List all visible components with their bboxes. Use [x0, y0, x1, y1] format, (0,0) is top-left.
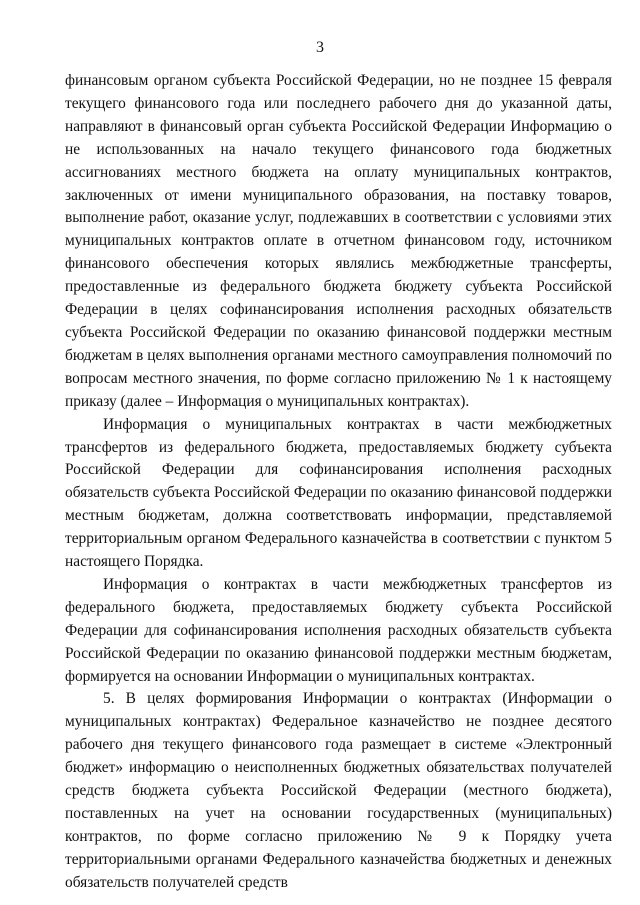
document-body: [65, 70, 612, 895]
paragraph-item-5: 5. В целях формирования Информации о контрактах (Информации о муниципальных контрактах) Федеральное казначейство не позднее десятого рабочего дня текущего финансового года размещает в системе «Электронный бюджет» информацию о неисполненных бюджетных обязательствах получателей средств бюджета субъекта Российской Федерации (местного бюджета), поставленных на учет на основании государственных (муниципальных) контрактов, по форме согласно приложению № 9 к Порядку учета территориальными органами Федерального казначейства бюджетных и денежных обязательств получателей средств: [65, 690, 612, 891]
paragraph-continuation: финансовым органом субъекта Российской Федерации, но не позднее 15 февраля текущего финансового года или последнего рабочего дня до указанной даты, направляют в финансовый орган субъекта Российской Федерации Информацию о не использованных на начало текущего финансового года бюджетных ассигнованиях местного бюджета на оплату муниципальных контрактов, заключенных от имени муниципального образования, на поставку товаров, выполнение работ, оказание услуг, подлежавших в соответствии с условиями этих муниципальных контрактов оплате в отчетном финансовом году, источником финансового обеспечения которых являлись межбюджетные трансферты, предоставленные из федерального бюджета бюджету субъекта Российской Федерации в целях софинансирования исполнения расходных обязательств субъекта Российской Федерации по оказанию финансовой поддержки местным бюджетам в целях выполнения органами местного самоуправления полномочий по вопросам местного значения, по форме согласно приложению № 1 к настоящему приказу (далее – Информация о муниципальных контрактах).: [65, 72, 612, 410]
paragraph-municipal-contracts-info: Информация о муниципальных контрактах в части межбюджетных трансфертов из федерального бюджета, предоставляемых бюджету субъекта Российской Федерации для софинансирования исполнения расходных обязательств субъекта Российской Федерации по оказанию финансовой поддержки местным бюджетам, должна соответствовать информации, представляемой территориальным органом Федерального казначейства в соответствии с пунктом 5 настоящего Порядка.: [65, 415, 612, 571]
paragraph-contracts-info: Информация о контрактах в части межбюджетных трансфертов из федерального бюджета, предоставляемых бюджету субъекта Российской Федерации для софинансирования исполнения расходных обязательств субъекта Российской Федерации по оказанию финансовой поддержки местным бюджетам, формируется на основании Информации о муниципальных контрактах.: [65, 575, 612, 685]
page-number: 3: [316, 39, 324, 56]
